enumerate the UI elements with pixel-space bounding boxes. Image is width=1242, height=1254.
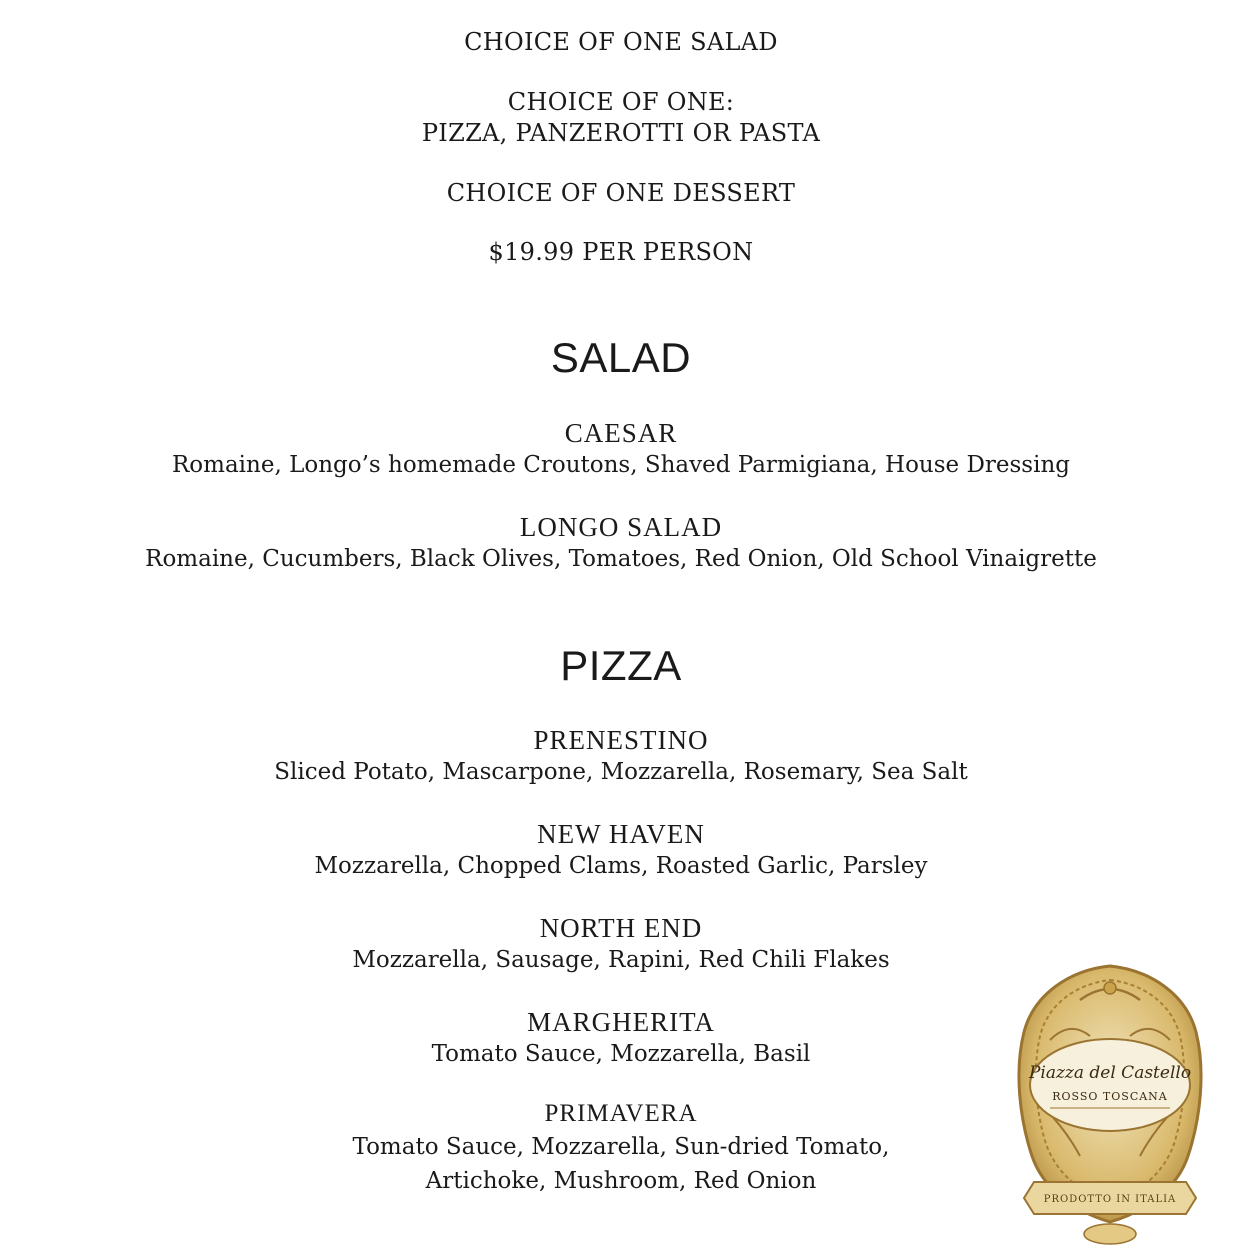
menu-item-description: Tomato Sauce, Mozzarella, Sun-dried Tomato, — [352, 1134, 890, 1160]
menu-item-name: NEW HAVEN — [537, 819, 705, 849]
menu-item-name: CAESAR — [564, 418, 678, 448]
wine-brand-text: Piazza del Castello — [1028, 1063, 1192, 1083]
main-choice-heading: CHOICE OF ONE: — [507, 88, 735, 116]
main-choice-options: PIZZA, PANZEROTTI OR PASTA — [421, 119, 821, 147]
menu-item-description: Mozzarella, Chopped Clams, Roasted Garlic, Parsley — [314, 853, 928, 879]
menu-item-name: LONGO SALAD — [519, 512, 723, 542]
wine-name-text: ROSSO TOSCANA — [1052, 1090, 1168, 1103]
wine-origin-text: PRODOTTO IN ITALIA — [1043, 1194, 1177, 1205]
menu-item-description: Tomato Sauce, Mozzarella, Basil — [431, 1041, 811, 1067]
menu-item-description: Sliced Potato, Mascarpone, Mozzarella, Rosemary, Sea Salt — [274, 759, 968, 785]
menu-item-description: Romaine, Cucumbers, Black Olives, Tomatoes, Red Onion, Old School Vinaigrette — [145, 546, 1097, 572]
menu-item-description: Mozzarella, Sausage, Rapini, Red Chili Flakes — [352, 947, 890, 973]
menu-item-name: PRIMAVERA — [544, 1100, 698, 1127]
menu-item-name: PRENESTINO — [533, 725, 709, 755]
dessert-choice-text: CHOICE OF ONE DESSERT — [446, 179, 796, 207]
menu-item-description: Romaine, Longo’s homemade Croutons, Shaved Parmigiana, House Dressing — [171, 452, 1070, 478]
menu-item-description: Artichoke, Mushroom, Red Onion — [425, 1168, 817, 1194]
wine-label-graphic — [1010, 960, 1210, 1250]
salad-choice-text: CHOICE OF ONE SALAD — [464, 28, 778, 56]
menu-item-name: NORTH END — [539, 913, 703, 943]
pizza-section-title: PIZZA — [560, 642, 682, 689]
menu-item-name: MARGHERITA — [527, 1007, 715, 1037]
wine-label-emblem-icon — [1010, 960, 1210, 1250]
price-text: $19.99 PER PERSON — [488, 238, 754, 266]
salad-section-title: SALAD — [550, 334, 692, 381]
